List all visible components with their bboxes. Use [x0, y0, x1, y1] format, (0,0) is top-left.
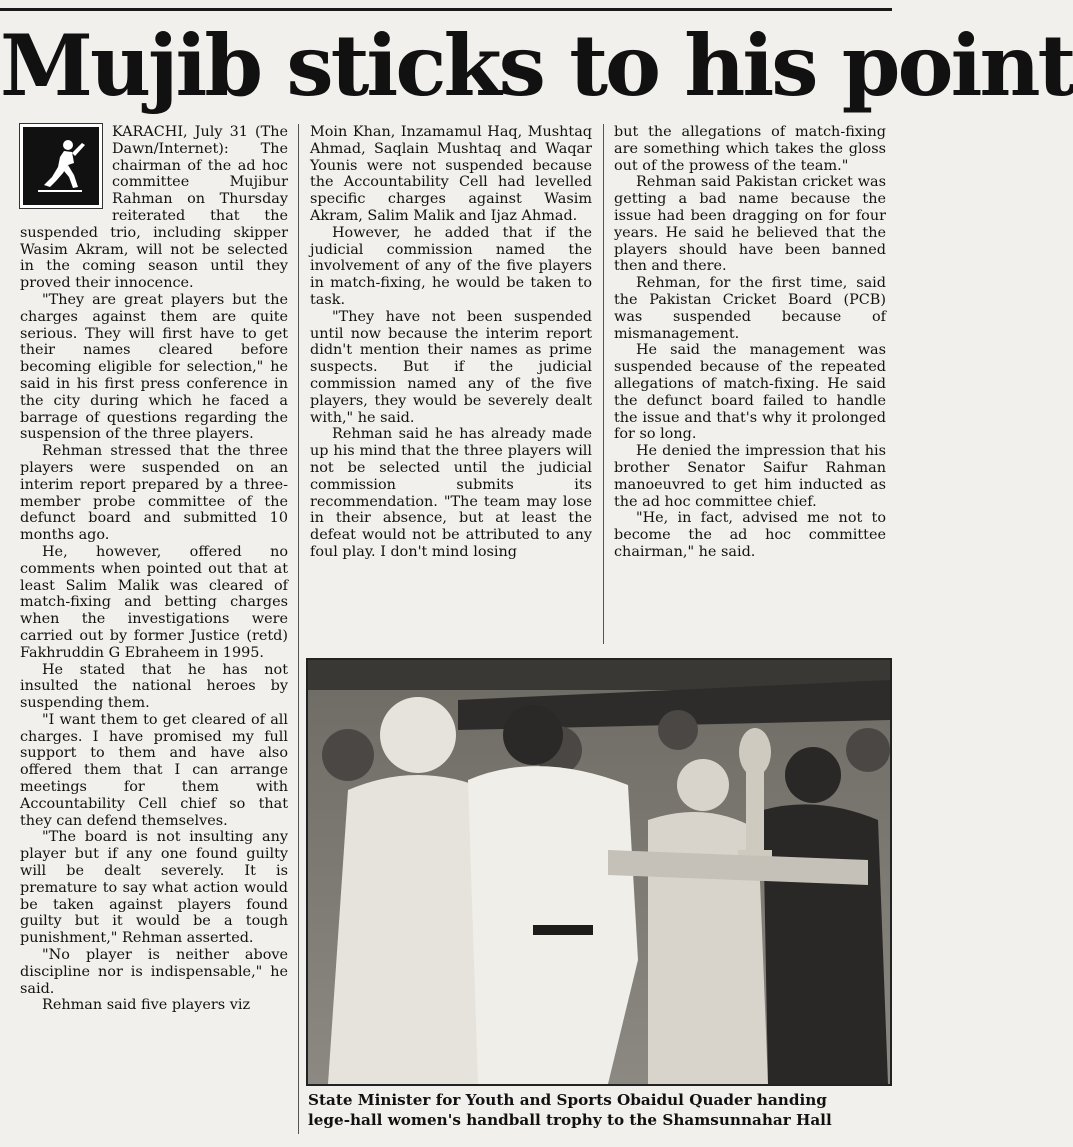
paragraph: He denied the impression that his brother Senator Saifur Rahman manoeuvred to get him inducted as the ad hoc committee chief. [614, 443, 886, 510]
article-column-1 [20, 124, 288, 1134]
paragraph: However, he added that if the judicial commission named the involvement of any of the five players in match-fixing, he would be taken to task. [310, 224, 592, 308]
batsman-icon [20, 124, 102, 208]
article-column-2 [310, 124, 592, 644]
paragraph: Rehman, for the first time, said the Pakistan Cricket Board (PCB) was suspended because of mismanagement. [614, 275, 886, 342]
paragraph: "The board is not insulting any player but if any one found guilty will be dealt severely. It is premature to say what action would be taken against players found guilty but it would be a tough punishment," Rehman asserted. [20, 829, 288, 947]
paragraph: Rehman said five players viz [42, 997, 251, 1014]
paragraph: Rehman stressed that the three players were suspended on an interim report prepared by a three-member probe committee of the defunct board and submitted 10 months ago. [20, 443, 288, 544]
article-column-3 [614, 124, 886, 644]
paragraph: "I want them to get cleared of all charges. I have promised my full support to them and have also offered them that I can arrange meetings for them with Accountability Cell chief so that they can defend themselves. [20, 711, 288, 829]
paragraph: He said the management was suspended because of the repeated allegations of match-fixing. He said the defunct board failed to handle the issue and that's why it prolonged for so long. [614, 342, 886, 443]
paragraph: He, however, offered no comments when pointed out that at least Salim Malik was cleared of match-fixing and betting charges when the investigations were carried out by former Justice (retd) Fakhruddin G Ebraheem in 1995. [20, 543, 288, 661]
caption-line-2: lege-hall women's handball trophy to the Shamsunnahar Hall [308, 1111, 832, 1129]
column-rule [298, 124, 299, 1134]
column-rule [603, 124, 604, 644]
paragraph: KARACHI, July 31 (The Dawn/Internet): The chairman of the ad hoc committee Mujibur Rahman on Thursday reiterated that the suspended trio, including skipper Wasim Akram, will not be selected in the coming season until they proved their innocence. [20, 124, 288, 292]
paragraph: Moin Khan, Inzamamul Haq, Mushtaq Ahmad, Saqlain Mushtaq and Waqar Younis were not suspended because the Accountability Cell had levelled specific charges against Wasim Akram, Salim Malik and Ijaz Ahmad. [310, 124, 592, 224]
paragraph: "No player is neither above discipline nor is indispensable," he said. [20, 947, 288, 997]
paragraph: "He, in fact, advised me not to become the ad hoc committee chairman," he said. [614, 510, 886, 560]
photo-caption [308, 1090, 892, 1134]
paragraph: "They have not been suspended until now because the interim report didn't mention their names as prime suspects. But if the judicial commission named any of the five players, they would be severely dealt with," he said. [310, 308, 592, 426]
caption-line-1: State Minister for Youth and Sports Obaidul Quader handing [308, 1091, 827, 1109]
paragraph: Rehman said Pakistan cricket was getting a bad name because the issue had been dragging on for four years. He said he believed that the players should have been banned then and there. [614, 174, 886, 275]
trophy-presentation-photo [306, 658, 892, 1086]
paragraph: Rehman said he has already made up his mind that the three players will not be selected until the judicial commission submits its recommendation. "The team may lose in their absence, but at least the defeat would not be attributed to any foul play. I don't mind losing [310, 426, 592, 560]
paragraph: "They are great players but the charges against them are quite serious. They will first have to get their names cleared before becoming eligible for selection," he said in his first press conference in the city during which he faced a barrage of questions regarding the suspension of the three players. [20, 291, 288, 443]
headline: Mujib sticks to his point [0, 16, 1073, 115]
paragraph: but the allegations of match-fixing are something which takes the gloss out of the prowess of the team." [614, 124, 886, 174]
paragraph: He stated that he has not insulted the national heroes by suspending them. [20, 661, 288, 712]
